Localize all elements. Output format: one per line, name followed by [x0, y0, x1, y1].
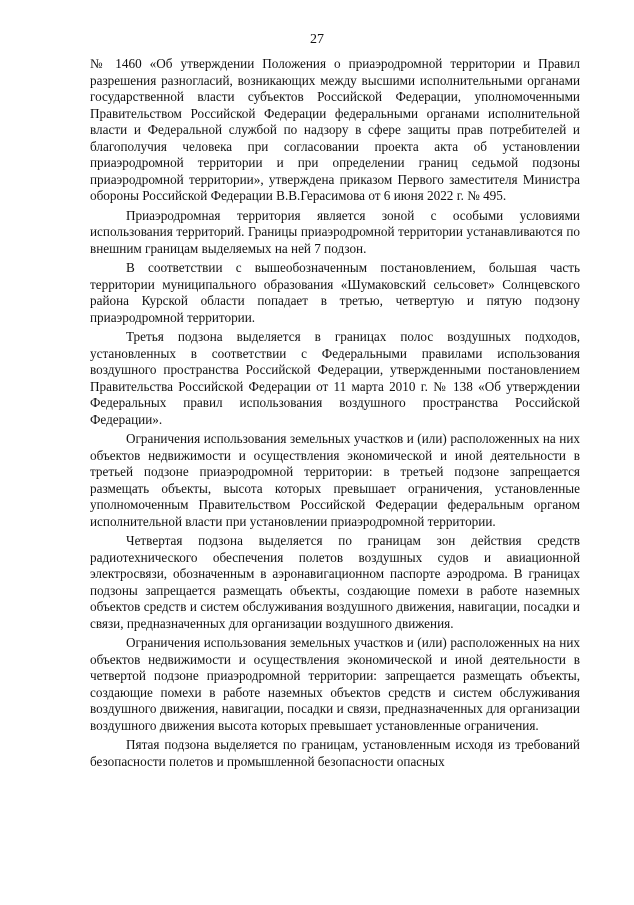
paragraph-third-subzone-restrictions: Ограничения использования земельных участков и (или) расположенных на них объектов недвижимости и осуществления экономической и иной деятельности в третьей подзоне приаэродромной территории: в третьей подзоне запрещается размещать объекты, высота которых превышает ограничения, установленные уполномоченным Правительством Российской Федерации федеральным органом исполнительной власти при установлении приаэродромной территории. — [90, 431, 580, 529]
page-number: 27 — [310, 32, 324, 47]
document-body — [90, 56, 580, 773]
paragraph-municipality-subzones: В соответствии с вышеобозначенным постановлением, большая часть территории муниципального образования «Шумаковский сельсовет» Солнцевского района Курской области попадает в третью, четвертую и пятую подзону приаэродромной территории. — [90, 260, 580, 325]
paragraph-fourth-subzone: Четвертая подзона выделяется по границам зон действия средств радиотехнического обеспечения полетов воздушных судов и авиационной электросвязи, обозначенным в аэронавигационном паспорте аэродрома. В границах подзоны запрещается размещать объекты, создающие помехи в работе наземных объектов средств и систем обслуживания воздушного движения, навигации, посадки и связи, предназначенных для организации воздушного движения. — [90, 533, 580, 631]
paragraph-aerodrome-territory-definition: Приаэродромная территория является зоной с особыми условиями использования территорий. Границы приаэродромной территории устанавливаются по внешним границам выделяемых на ней 7 подзон. — [90, 207, 580, 256]
paragraph-fifth-subzone: Пятая подзона выделяется по границам, установленным исходя из требований безопасности полетов и промышленной безопасности опасных — [90, 737, 580, 769]
paragraph-third-subzone: Третья подзона выделяется в границах полос воздушных подходов, установленных в соответствии с Федеральными правилами использования воздушного пространства Российской Федерации, утвержденными постановлением Правительства Российской Федерации от 11 марта 2010 г. № 138 «Об утверждении Федеральных правил использования воздушного пространства Российской Федерации». — [90, 329, 580, 427]
paragraph-resolution-reference: № 1460 «Об утверждении Положения о приаэродромной территории и Правил разрешения разногласий, возникающих между высшими исполнительными органами государственной власти субъектов Российской Федерации, уполномоченными Правительством Российской Федерации федеральными органами исполнительной власти и Федеральной службой по надзору в сфере защиты прав потребителей и благополучия человека при согласовании проекта акта об установлении приаэродромной территории и при определении границ седьмой подзоны приаэродромной территории», утверждена приказом Первого заместителя Министра обороны Российской Федерации В.В.Герасимова от 6 июня 2022 г. № 495. — [90, 56, 580, 203]
paragraph-fourth-subzone-restrictions: Ограничения использования земельных участков и (или) расположенных на них объектов недвижимости и осуществления экономической и иной деятельности в четвертой подзоне приаэродромной территории: запрещается размещать объекты, создающие помехи в работе наземных объектов средств и систем обслуживания воздушного движения, навигации, посадки и связи, предназначенных для организации воздушного движения высота которых превышает установленные ограничения. — [90, 635, 580, 733]
